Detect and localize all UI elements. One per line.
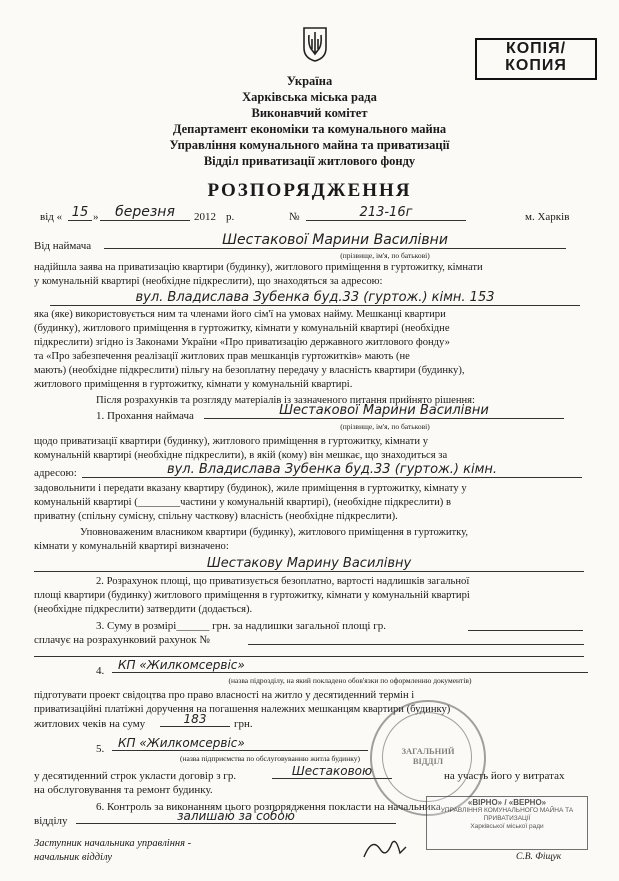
item1-caption: (прізвище, ім'я, по батькові) (340, 422, 430, 431)
text-line: задовольнити і передати вказану квартиру (будинок), жиле приміщення в гуртожитку, кімнату у (34, 483, 467, 494)
round-seal-text: ЗАГАЛЬНИЙ ВІДДІЛ (401, 746, 455, 766)
p6-line1-b: на участь його у витратах (444, 770, 565, 782)
owner-handwritten: Шестакову Марину Василівну (34, 556, 584, 572)
text-line: 2. Розрахунок площі, що приватизується безоплатно, вартості надлишків загальної (96, 576, 470, 587)
item3-line1: 3. Суму в розмірі______ грн. за надлишки загальної площі гр. (96, 620, 386, 632)
account-blank (248, 644, 584, 645)
recipient-name: Шестакової Марини Василівни (104, 232, 566, 249)
item4-label: 4. (96, 665, 105, 677)
text-line: підкреслити) згідно із Законами України «Про приватизацію державного житлового фонду» (34, 337, 450, 348)
header-council: Харківська міська рада (242, 90, 377, 104)
text-line: приватну (спільну сумісну, спільну часткову) власність (необхідне підкреслити). (34, 511, 398, 522)
signer-name: С.В. Фіщук (516, 852, 562, 862)
header-directorate: Управління комунального майна та приватизації (169, 138, 450, 152)
text-line: житлового приміщення в гуртожитку, кімнати у комунальній квартирі. (34, 379, 353, 390)
text-line: у комунальній квартирі (необхідне підкреслити), що знаходяться за адресою: (34, 276, 383, 287)
blank-line (34, 656, 584, 657)
item3-line2: сплачує на розрахунковий рахунок № (34, 634, 210, 646)
number-label: № (289, 211, 300, 223)
p6-line1-a: у десятиденний строк укласти договір з гр. (34, 770, 237, 782)
text-line: надійшла заява на приватизацію квартири (будинку), житлового приміщення в гуртожитку, кімнати (34, 262, 483, 273)
date-year: 2012 (194, 211, 216, 223)
signature-icon (360, 835, 410, 863)
item5-caption: (назва підприємства по обслуговуванню житла будинку) (179, 754, 360, 763)
date-month: березня (100, 204, 190, 221)
signatory-title-1: Заступник начальника управління - (34, 838, 192, 849)
item4-handwritten: КП «Жилкомсервіс» (112, 658, 588, 673)
p6-line2: на обслуговування та ремонт будинку. (34, 784, 213, 796)
text-line: приватизаційні платіжні доручення на погашення належних мешканцям квартири (будинку) (34, 704, 451, 715)
city: м. Харків (525, 211, 570, 223)
text-line: Після розрахунків та розгляду матеріалів із зазначеного питання прийнято рішення: (96, 395, 475, 406)
text-line: мають) (необхідне підкреслити) пільгу на безоплатну передачу у власність квартири (будинку), (34, 365, 465, 376)
item5-label: 5. (96, 743, 105, 755)
address-handwritten: вул. Владислава Зубенка буд.33 (гуртож.) кімн. 153 (50, 290, 580, 306)
item4-caption: (назва підрозділу, на який покладено обов'язки по оформленню документів) (228, 676, 472, 685)
p5-sum-unit: грн. (234, 718, 253, 730)
verno-stamp-line2: УПРАВЛІННЯ КОМУНАЛЬНОГО МАЙНА ТА ПРИВАТИЗАЦІЇ (440, 807, 574, 822)
trident-emblem-icon (302, 26, 328, 62)
recipient-label: Від наймача (34, 240, 92, 252)
address-label: адресою: (34, 467, 77, 479)
item6-handwritten: залишаю за собою (76, 809, 396, 824)
copy-stamp-line2: КОПИЯ (505, 57, 567, 74)
text-line: та «Про забезпечення реалізації житлових прав мешканців гуртожитків» мають (не (34, 351, 410, 362)
verno-stamp-line3: Харківської міської ради (470, 823, 544, 830)
date-day: 15 (68, 205, 92, 221)
verno-stamp (426, 796, 588, 850)
header-country: Україна (286, 74, 333, 88)
text-line: кімнати у комунальній квартирі визначено: (34, 541, 229, 552)
order-number: 213-16г (306, 205, 466, 221)
verno-stamp-title: «ВІРНО» / «ВЕРНО» (467, 798, 547, 807)
signatory-title-2: начальник відділу (34, 852, 113, 863)
copy-stamp-line1: КОПІЯ/ (505, 40, 567, 57)
date-month-sep: » (93, 211, 99, 223)
p5-sum-label: житлових чеків на суму (34, 718, 146, 730)
item6-line2-label: відділу (34, 815, 68, 827)
address-handwritten-2: вул. Владислава Зубенка буд.33 (гуртож.) кімн. (82, 462, 582, 478)
text-line: (необхідне підкреслити) затвердити (додається). (34, 604, 253, 615)
header-committee: Виконавчий комітет (251, 106, 368, 120)
p6-handwritten-name: Шестаковою (272, 764, 392, 779)
date-prefix: від « (40, 211, 63, 223)
header-department: Департамент економіки та комунального майна (172, 122, 447, 136)
item3-blank (468, 630, 583, 631)
text-line: комунальній квартирі (необхідне підкреслити), в якій (кому) він мешкає, що знаходиться за (34, 450, 448, 461)
cheque-sum: 183 (160, 712, 230, 727)
text-line: (будинку), житлового приміщення в гуртожитку, кімнати у комунальній квартирі (необхідне (34, 323, 450, 334)
date-year-suffix: р. (226, 211, 235, 223)
document-title: РОЗПОРЯДЖЕННЯ (207, 180, 412, 201)
header-division: Відділ приватизації житлового фонду (203, 154, 416, 168)
item5-handwritten: КП «Жилкомсервіс» (112, 736, 368, 751)
item1-name: Шестакової Марини Василівни (204, 403, 564, 419)
item6-line1: 6. Контроль за виконанням цього розпорядження покласти на начальника (96, 801, 441, 813)
text-line: щодо приватизації квартири (будинку), житлового приміщення в гуртожитку, кімнати у (34, 436, 429, 447)
text-line: Уповноваженим власником квартири (будинку), житлового приміщення в гуртожитку, (80, 527, 469, 538)
recipient-caption: (прізвище, ім'я, по батькові) (340, 251, 430, 260)
item1-label: 1. Прохання наймача (96, 410, 194, 422)
text-line: яка (яке) використовується ним та членами його сім'ї на умовах найму. Мешканці квартири (34, 309, 446, 320)
text-line: комунальній квартирі (________частини у комунальній квартирі), (необхідне підкреслити) в (34, 497, 451, 508)
text-line: підготувати проект свідоцтва про право власності на житло у десятиденний термін і (34, 690, 415, 701)
text-line: площі квартири (будинку) житлового приміщення в гуртожитку, кімнати у комунальній квартирі (34, 590, 470, 601)
